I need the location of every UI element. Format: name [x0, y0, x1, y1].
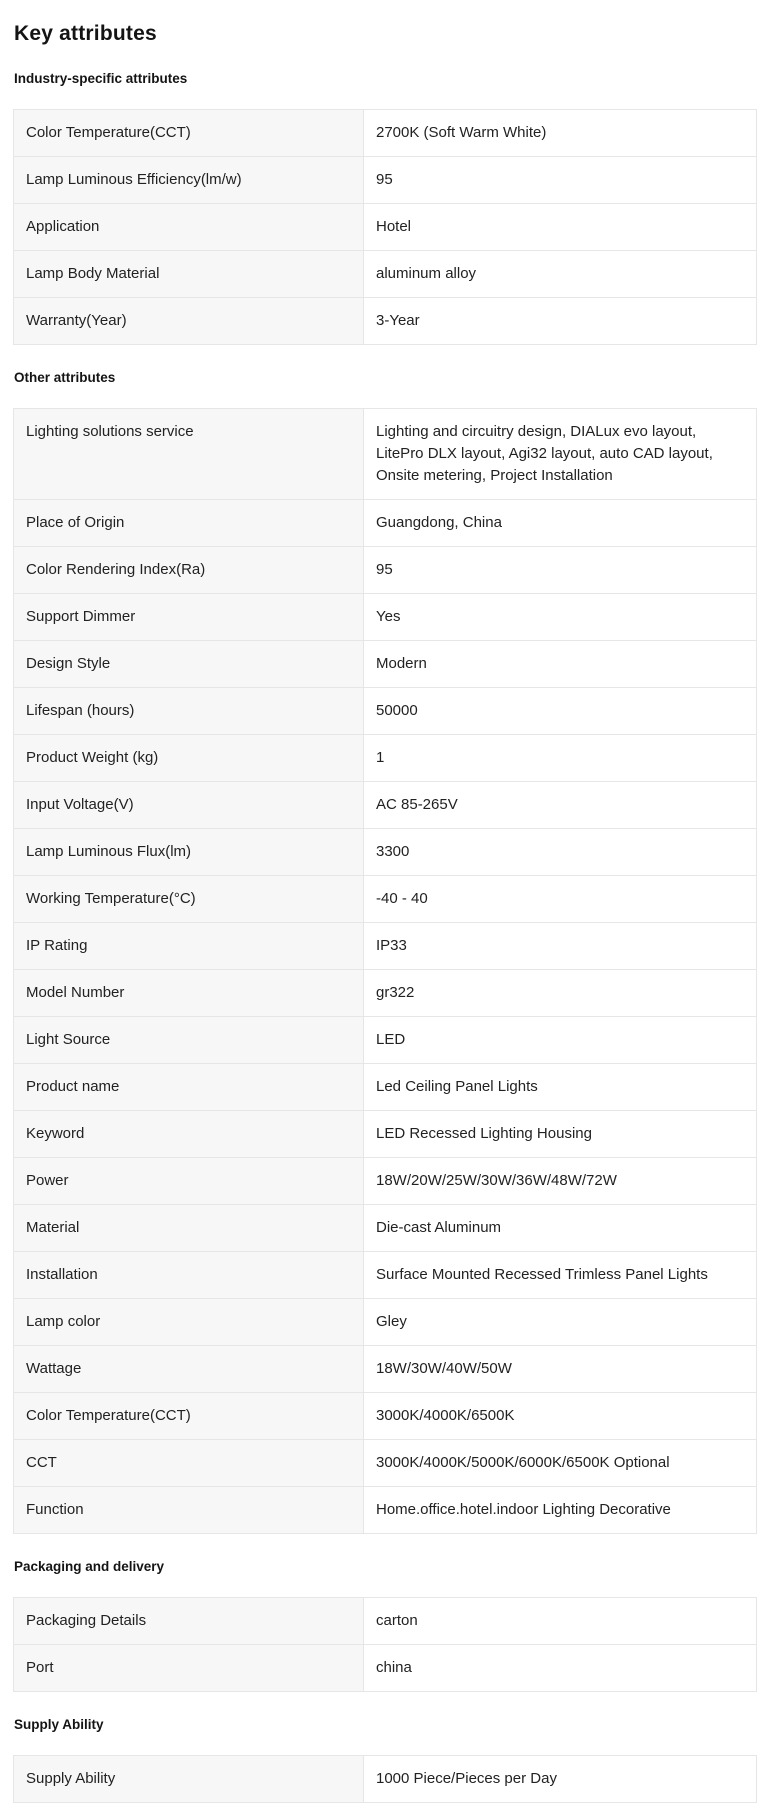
packaging-delivery-table	[13, 1597, 757, 1692]
attribute-row	[14, 157, 757, 204]
attribute-label: Color Rendering Index(Ra)	[14, 547, 364, 594]
attribute-label: CCT	[14, 1440, 364, 1487]
attribute-value: LED Recessed Lighting Housing	[364, 1111, 757, 1158]
attribute-label: Input Voltage(V)	[14, 782, 364, 829]
attribute-value: -40 - 40	[364, 876, 757, 923]
attribute-label: Lamp Luminous Flux(lm)	[14, 829, 364, 876]
attribute-row	[14, 298, 757, 345]
attribute-value: 2700K (Soft Warm White)	[364, 110, 757, 157]
attribute-value: Gley	[364, 1299, 757, 1346]
attribute-label: Light Source	[14, 1017, 364, 1064]
other-attributes-table	[13, 408, 757, 1534]
section-supply-ability	[13, 1717, 757, 1803]
attribute-row	[14, 735, 757, 782]
attribute-row	[14, 1756, 757, 1803]
attribute-row	[14, 688, 757, 735]
attribute-label: Wattage	[14, 1346, 364, 1393]
attribute-row	[14, 782, 757, 829]
industry-specific-attributes-table	[13, 109, 757, 345]
attribute-label: Place of Origin	[14, 500, 364, 547]
attribute-label: Color Temperature(CCT)	[14, 110, 364, 157]
attribute-value: 3300	[364, 829, 757, 876]
attribute-row	[14, 1487, 757, 1534]
attribute-row	[14, 1598, 757, 1645]
attribute-row	[14, 1645, 757, 1692]
attribute-label: Design Style	[14, 641, 364, 688]
attribute-label: Model Number	[14, 970, 364, 1017]
attribute-label: IP Rating	[14, 923, 364, 970]
attribute-value: Guangdong, China	[364, 500, 757, 547]
attribute-value: LED	[364, 1017, 757, 1064]
supply-ability-table	[13, 1755, 757, 1803]
attribute-row	[14, 1299, 757, 1346]
attribute-label: Material	[14, 1205, 364, 1252]
key-attributes-panel	[0, 22, 770, 1803]
attribute-value: IP33	[364, 923, 757, 970]
section-other-attributes	[13, 370, 757, 1534]
attribute-value: Die-cast Aluminum	[364, 1205, 757, 1252]
attribute-label: Lifespan (hours)	[14, 688, 364, 735]
attribute-label: Color Temperature(CCT)	[14, 1393, 364, 1440]
attribute-label: Lamp Body Material	[14, 251, 364, 298]
section-heading-supply-ability: Supply Ability	[14, 1717, 104, 1732]
attribute-value: 3-Year	[364, 298, 757, 345]
attribute-row	[14, 1252, 757, 1299]
attribute-row	[14, 1205, 757, 1252]
attribute-label: Product Weight (kg)	[14, 735, 364, 782]
attribute-value: Hotel	[364, 204, 757, 251]
attribute-value: Yes	[364, 594, 757, 641]
attribute-label: Application	[14, 204, 364, 251]
section-heading-packaging-delivery: Packaging and delivery	[14, 1559, 165, 1574]
attribute-row	[14, 251, 757, 298]
section-industry-specific-attributes	[13, 71, 757, 345]
attribute-value: 95	[364, 157, 757, 204]
attribute-label: Warranty(Year)	[14, 298, 364, 345]
attribute-value: 1	[364, 735, 757, 782]
attribute-value: 95	[364, 547, 757, 594]
attribute-label: Product name	[14, 1064, 364, 1111]
attribute-value: Home.office.hotel.indoor Lighting Decorative	[364, 1487, 757, 1534]
attribute-value: Lighting and circuitry design, DIALux evo layout, LitePro DLX layout, Agi32 layout, auto CAD layout, Onsite metering, Project Installation	[364, 409, 757, 500]
section-heading-other-attributes: Other attributes	[14, 370, 116, 385]
attribute-row	[14, 110, 757, 157]
attribute-row	[14, 641, 757, 688]
attribute-row	[14, 876, 757, 923]
attribute-label: Power	[14, 1158, 364, 1205]
attribute-value: AC 85-265V	[364, 782, 757, 829]
attribute-value: gr322	[364, 970, 757, 1017]
attribute-row	[14, 547, 757, 594]
attribute-row	[14, 1440, 757, 1487]
section-heading-industry-specific: Industry-specific attributes	[14, 71, 188, 86]
attribute-value: 18W/20W/25W/30W/36W/48W/72W	[364, 1158, 757, 1205]
attribute-row	[14, 204, 757, 251]
attribute-label: Lamp Luminous Efficiency(lm/w)	[14, 157, 364, 204]
attribute-row	[14, 1393, 757, 1440]
attribute-row	[14, 1346, 757, 1393]
attribute-label: Lighting solutions service	[14, 409, 364, 500]
attribute-label: Function	[14, 1487, 364, 1534]
attribute-value: carton	[364, 1598, 757, 1645]
attribute-row	[14, 1064, 757, 1111]
attribute-label: Installation	[14, 1252, 364, 1299]
attribute-label: Working Temperature(°C)	[14, 876, 364, 923]
attribute-value: 50000	[364, 688, 757, 735]
attribute-label: Port	[14, 1645, 364, 1692]
attribute-value: Surface Mounted Recessed Trimless Panel Lights	[364, 1252, 757, 1299]
attribute-label: Keyword	[14, 1111, 364, 1158]
attribute-label: Supply Ability	[14, 1756, 364, 1803]
attribute-value: 3000K/4000K/6500K	[364, 1393, 757, 1440]
attribute-value: 18W/30W/40W/50W	[364, 1346, 757, 1393]
attribute-row	[14, 829, 757, 876]
attribute-value: Modern	[364, 641, 757, 688]
attribute-value: aluminum alloy	[364, 251, 757, 298]
attribute-value: 3000K/4000K/5000K/6000K/6500K Optional	[364, 1440, 757, 1487]
section-packaging-and-delivery	[13, 1559, 757, 1692]
attribute-row	[14, 970, 757, 1017]
attribute-row	[14, 1111, 757, 1158]
attribute-row	[14, 1017, 757, 1064]
attribute-value: china	[364, 1645, 757, 1692]
attribute-row	[14, 594, 757, 641]
attribute-label: Support Dimmer	[14, 594, 364, 641]
attribute-value: 1000 Piece/Pieces per Day	[364, 1756, 757, 1803]
attribute-row	[14, 409, 757, 500]
attribute-row	[14, 923, 757, 970]
attribute-row	[14, 500, 757, 547]
page-title: Key attributes	[14, 22, 157, 45]
attribute-value: Led Ceiling Panel Lights	[364, 1064, 757, 1111]
attribute-row	[14, 1158, 757, 1205]
attribute-label: Lamp color	[14, 1299, 364, 1346]
attribute-label: Packaging Details	[14, 1598, 364, 1645]
